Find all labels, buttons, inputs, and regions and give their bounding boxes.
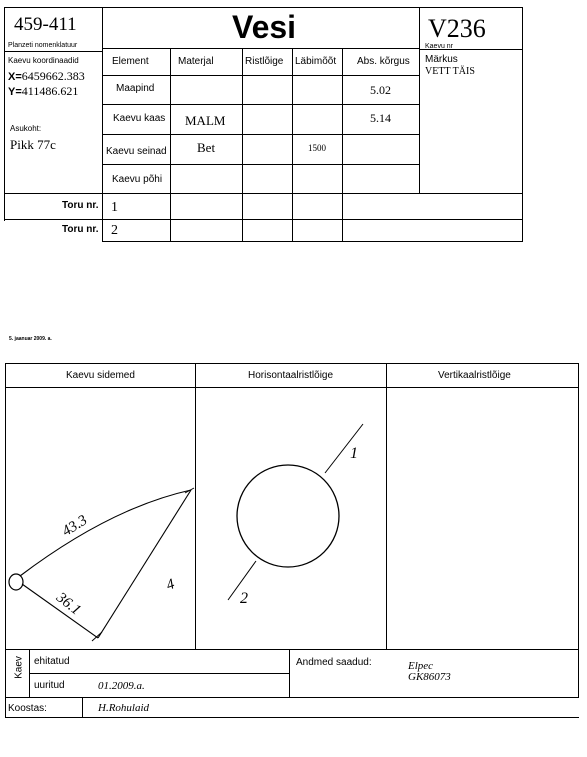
pipe-2-label: Toru nr. <box>62 224 99 235</box>
row-material-walls: Bet <box>197 140 216 155</box>
surveyed-label: uuritud <box>34 680 65 691</box>
pipe-label-2: 2 <box>240 590 248 607</box>
dimension-3: 4 <box>164 576 177 594</box>
row-diameter-walls: 1500 <box>308 143 326 153</box>
date-line: 5. jaanuar 2009. a. <box>9 336 52 342</box>
built-label: ehitatud <box>34 656 70 667</box>
remarks-label: Märkus <box>425 54 458 65</box>
location-label: Asukoht: <box>10 124 42 133</box>
pipe-1-value: 1 <box>111 200 118 215</box>
row-height-ground: 5.02 <box>370 83 391 97</box>
row-element-lid: Kaevu kaas <box>113 113 166 124</box>
compiled-value: H.Rohulaid <box>98 702 150 714</box>
row-element-ground: Maapind <box>116 83 155 94</box>
footer-side-label: Kaev <box>13 656 25 679</box>
row-element-bottom: Kaevu põhi <box>112 174 163 185</box>
col-header-diameter: Läbimõõt <box>295 56 337 67</box>
compiled-label: Koostas: <box>8 703 47 714</box>
x-value: 6459662.383 <box>21 69 85 83</box>
page-title: Vesi <box>232 9 297 45</box>
row-element-walls: Kaevu seinad <box>106 146 167 157</box>
x-label: X= <box>8 71 22 83</box>
data-source-value-1: Elpec <box>408 660 434 672</box>
y-label: Y= <box>8 86 22 98</box>
col-header-element: Element <box>112 56 149 67</box>
pipe-2-value: 2 <box>111 223 118 238</box>
col-header-cross-section: Ristlõige <box>245 56 284 67</box>
row-material-lid: MALM <box>185 113 226 128</box>
coords-label: Kaevu koordinaadid <box>8 56 79 65</box>
row-height-lid: 5.14 <box>370 111 391 125</box>
section-connections: Kaevu sidemed <box>66 370 135 381</box>
sheet-caption: Planzeti nomenklatuur <box>8 42 78 49</box>
col-header-abs-height: Abs. kõrgus <box>357 56 410 67</box>
pipe-label-1: 1 <box>350 445 358 462</box>
data-source-value-2: GK86073 <box>408 671 451 683</box>
well-circle <box>237 465 339 567</box>
data-source-label: Andmed saadud: <box>296 657 372 668</box>
section-horizontal: Horisontaalristlõige <box>248 370 334 381</box>
col-header-material: Materjal <box>178 56 214 67</box>
remarks-value: VETT TÄIS <box>425 66 475 77</box>
y-value: 411486.621 <box>21 84 79 98</box>
section-vertical: Vertikaalristlõige <box>438 370 511 381</box>
surveyed-value: 01.2009.a. <box>98 680 145 692</box>
location-value: Pikk 77c <box>10 137 56 152</box>
well-caption: Kaevu nr <box>425 43 454 50</box>
pipe-1-label: Toru nr. <box>62 200 99 211</box>
well-number: V236 <box>428 14 486 43</box>
sheet-number: 459-411 <box>14 14 77 35</box>
dimension-2: 36.1 <box>53 589 84 619</box>
dimension-1: 43.3 <box>59 512 91 540</box>
